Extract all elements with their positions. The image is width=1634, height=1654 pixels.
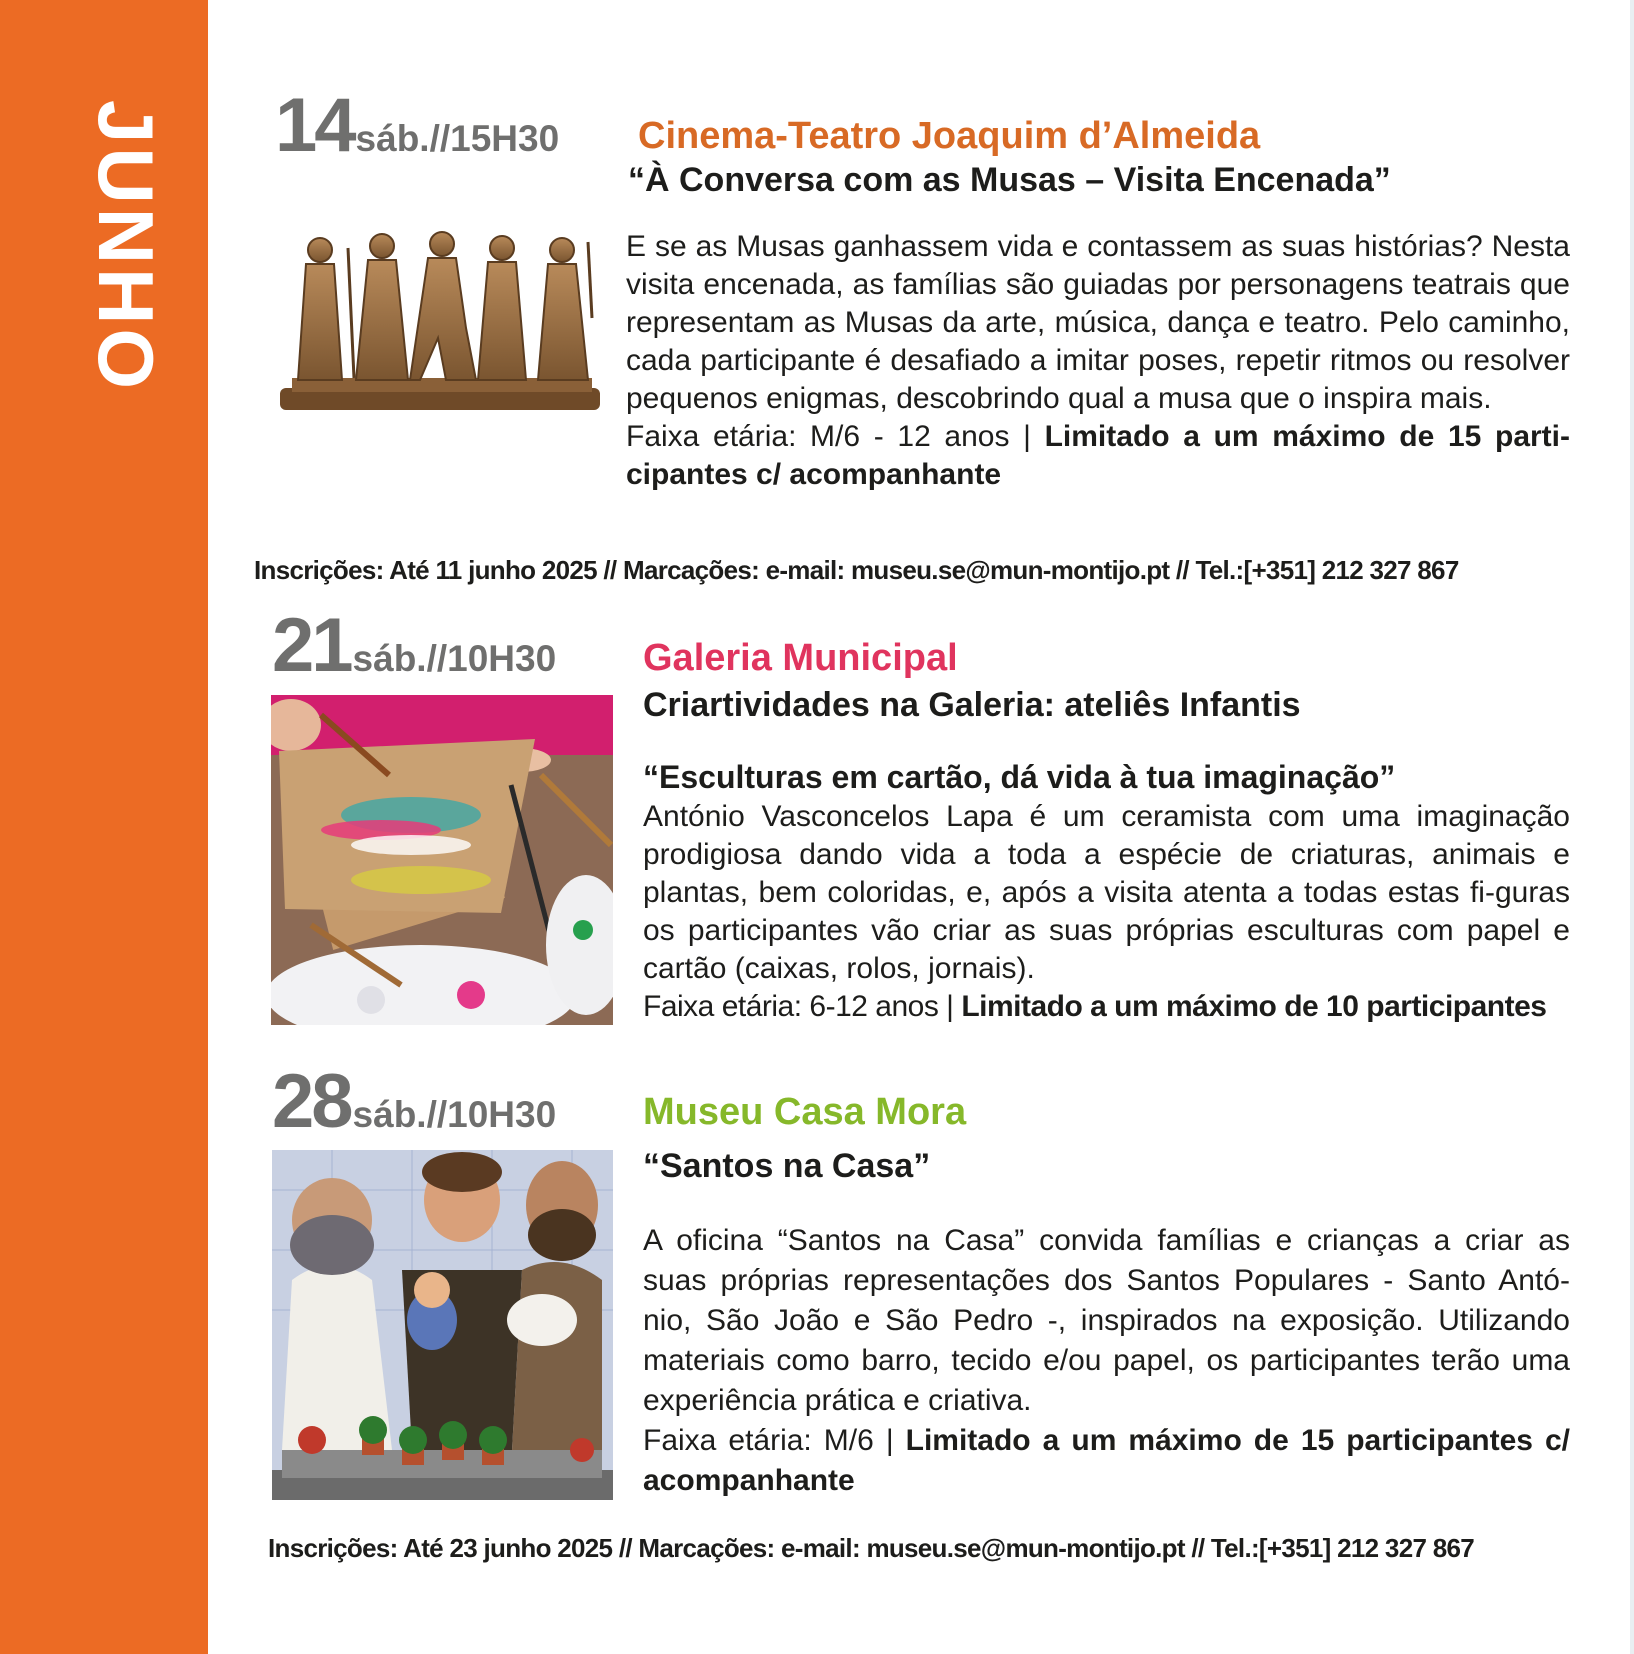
event-venue: Cinema-Teatro Joaquim d’Almeida — [638, 115, 1261, 157]
event-venue: Galeria Municipal — [643, 637, 958, 679]
event-description-block — [626, 228, 1570, 494]
event-title: “Santos na Casa” — [643, 1147, 931, 1185]
event-description: E se as Musas ganhassem vida e contassem as suas histórias? Nesta visita encenada, as famílias são guiadas por personagens teatrais que representam as Musas da arte, música, dança e teatro. Pelo caminho, cada participante é desafiado a imitar poses, repetir ritmos ou resolver pequenos enigmas, descobrindo qual a musa que o inspira mais. — [626, 230, 1570, 415]
registration-info: Inscrições: Até 23 junho 2025 // Marcações: e-mail: museu.se@mun-montijo.pt // Tel.:[+351] 212 327 867 — [268, 1533, 1475, 1563]
event-title: “À Conversa com as Musas – Visita Encenada” — [628, 161, 1391, 199]
event-description: António Vasconcelos Lapa é um ceramista com uma imaginação prodigiosa dando vida a toda a espécie de criaturas, animais e plantas, bem coloridas, e, após a visita atenta a todas estas fi-guras os participantes vão criar as suas próprias esculturas com papel e cartão (caixas, rolos, jornais). — [643, 800, 1570, 985]
event-age: Faixa etária: M/6 | — [643, 1424, 906, 1457]
event-subtitle: “Esculturas em cartão, dá vida à tua imaginação” — [643, 759, 1396, 795]
page-edge — [1630, 0, 1634, 1654]
event-limit: Limitado a um máximo de 15 parti-cipantes c/ acompanhante — [626, 420, 1570, 491]
event-age: Faixa etária: M/6 - 12 anos | — [626, 420, 1045, 453]
event-description-block — [643, 1221, 1570, 1501]
event-day: 28 — [272, 1059, 351, 1144]
event-date — [275, 83, 560, 168]
muses-sculpture-image — [270, 228, 606, 428]
event-time: sáb.//15H30 — [355, 118, 560, 159]
event-time: sáb.//10H30 — [352, 1094, 557, 1135]
event-day: 21 — [272, 603, 351, 688]
registration-info: Inscrições: Até 11 junho 2025 // Marcações: e-mail: museu.se@mun-montijo.pt // Tel.:[+351] 212 327 867 — [254, 555, 1459, 585]
event-date — [272, 603, 557, 688]
event-description-block — [643, 758, 1570, 1026]
month-label: JUNHO — [82, 100, 170, 394]
event-venue: Museu Casa Mora — [643, 1091, 967, 1133]
event-description: A oficina “Santos na Casa” convida famílias e crianças a criar as suas próprias representações dos Santos Populares - Santo Antó-nio, São João e São Pedro -, inspirados na exposição. Utilizando materiais como barro, tecido e/ou papel, os participantes terão uma experiência prática e criativa. — [643, 1224, 1570, 1417]
event-title: Criartividades na Galeria: ateliês Infantis — [643, 686, 1301, 724]
event-day: 14 — [275, 83, 354, 168]
saints-figurines-image — [272, 1150, 613, 1500]
event-time: sáb.//10H30 — [352, 638, 557, 679]
event-age: Faixa etária: 6-12 anos | — [643, 990, 962, 1023]
painting-workshop-image — [271, 695, 613, 1025]
event-limit: Limitado a um máximo de 10 participantes — [961, 990, 1547, 1023]
event-limit: Limitado a um máximo de 15 participantes c/ acompanhante — [643, 1424, 1570, 1497]
event-date — [272, 1059, 557, 1144]
